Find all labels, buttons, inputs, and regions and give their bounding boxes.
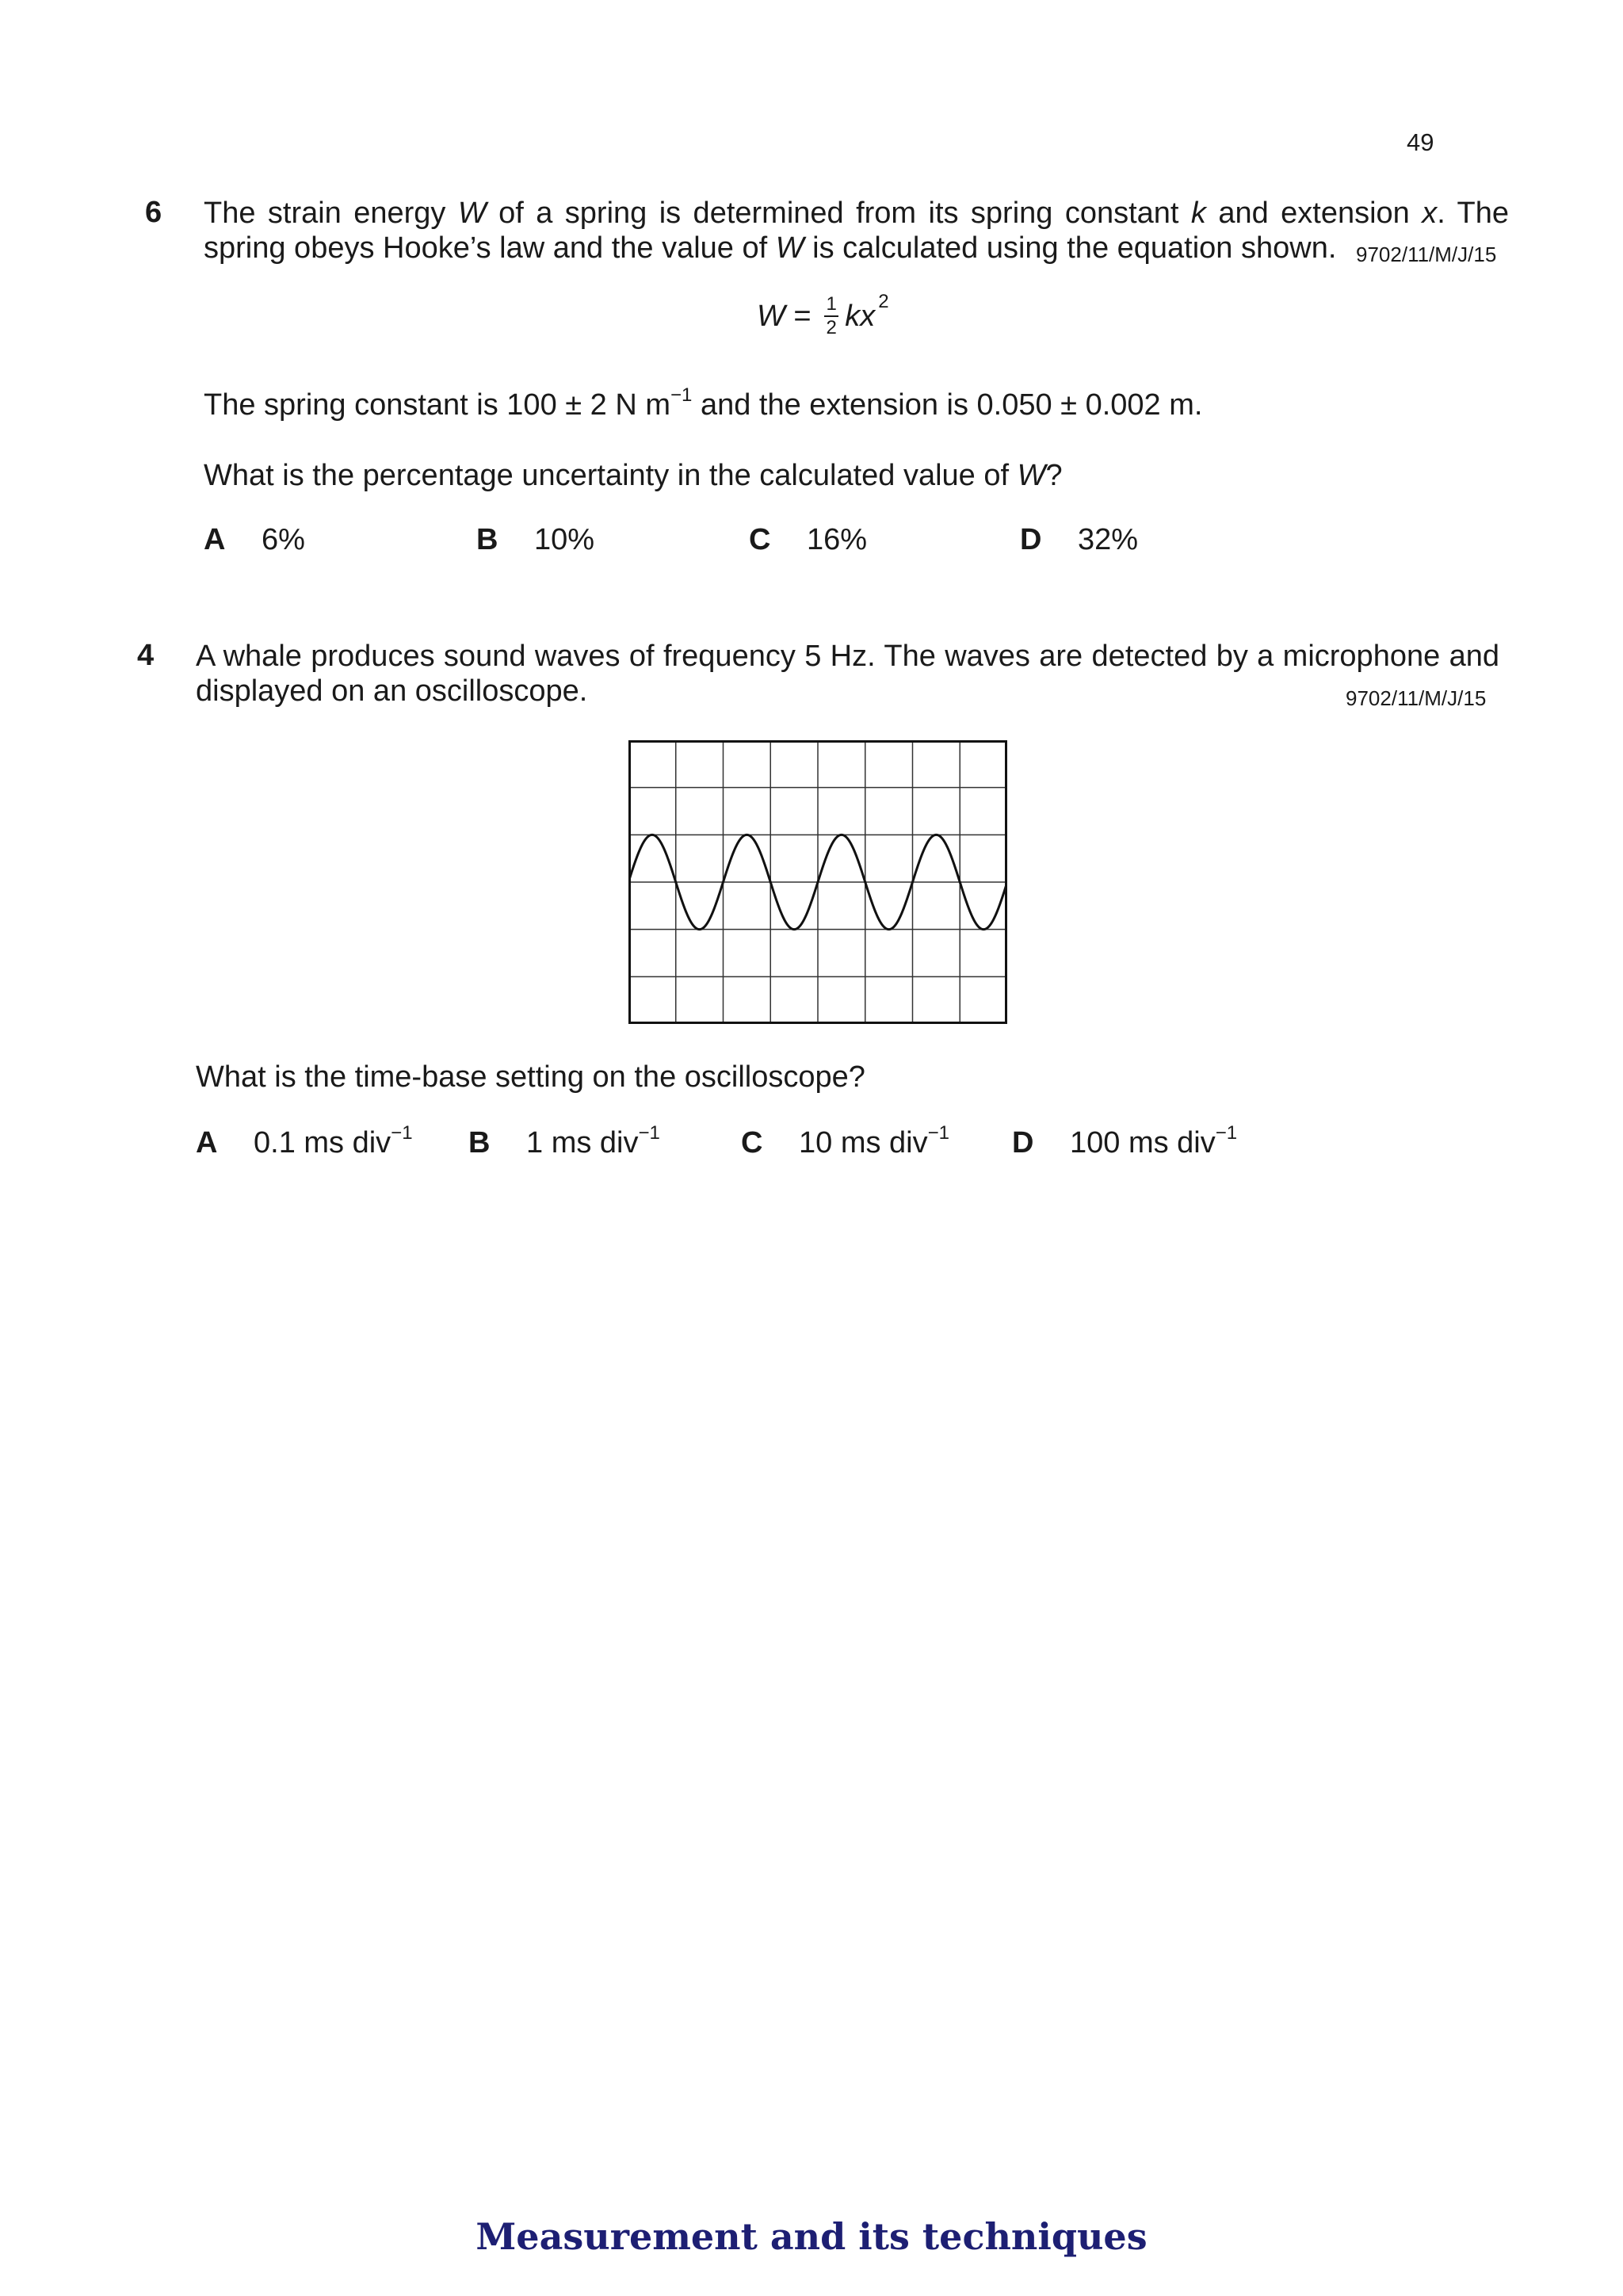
question-4-prompt: What is the time-base setting on the oscilloscope? [196,1060,865,1094]
question-6-option-a[interactable]: A 6% [204,523,305,556]
question-4-line-2: displayed on an oscilloscope. [196,674,588,708]
question-6-number: 6 [145,196,162,229]
question-4-option-a[interactable]: A 0.1 ms div$^{-1}$ [196,1122,413,1159]
question-6-option-d[interactable]: D 32% [1020,523,1139,556]
one-half-fraction: $\frac{1}{2}$ [824,295,838,338]
question-6-option-b[interactable]: B 10% [476,523,595,556]
page-number: 49 [1407,128,1434,156]
chapter-footer-title: Measurement and its techniques [475,2215,1148,2258]
question-4-source-code: 9702/11/M/J/15 [1346,686,1487,710]
question-4-option-d[interactable]: D 100 ms div$^{-1}$ [1012,1122,1238,1159]
question-6-line-1: The strain energy W of a spring is determined from its spring constant k and extension x. The [204,197,1510,230]
question-4-option-c[interactable]: C 10 ms div$^{-1}$ [741,1122,949,1159]
question-6-line-2: spring obeys Hooke’s law and the value of W is calculated using the equation shown. [204,231,1337,265]
question-6-source-code: 9702/11/M/J/15 [1356,243,1497,266]
question-4-line-1: A whale produces sound waves of frequency 5 Hz. The waves are detected by a microphone and [196,640,1499,673]
question-4-number: 4 [137,639,155,672]
question-4-option-b[interactable]: B 1 ms div$^{-1}$ [468,1122,660,1159]
oscilloscope-screen [628,740,1007,1024]
question-6-option-c[interactable]: C 16% [749,523,868,556]
strain-energy-formula: W = $\frac{1}{2}$ kx $^2$ [757,291,889,338]
question-6-given-values: The spring constant is 100 ± 2 N $m^{-1}$ and the extension is 0.050 ± 0.002 m. [204,384,1203,422]
question-6-prompt: What is the percentage uncertainty in the calculated value of W? [204,459,1063,492]
